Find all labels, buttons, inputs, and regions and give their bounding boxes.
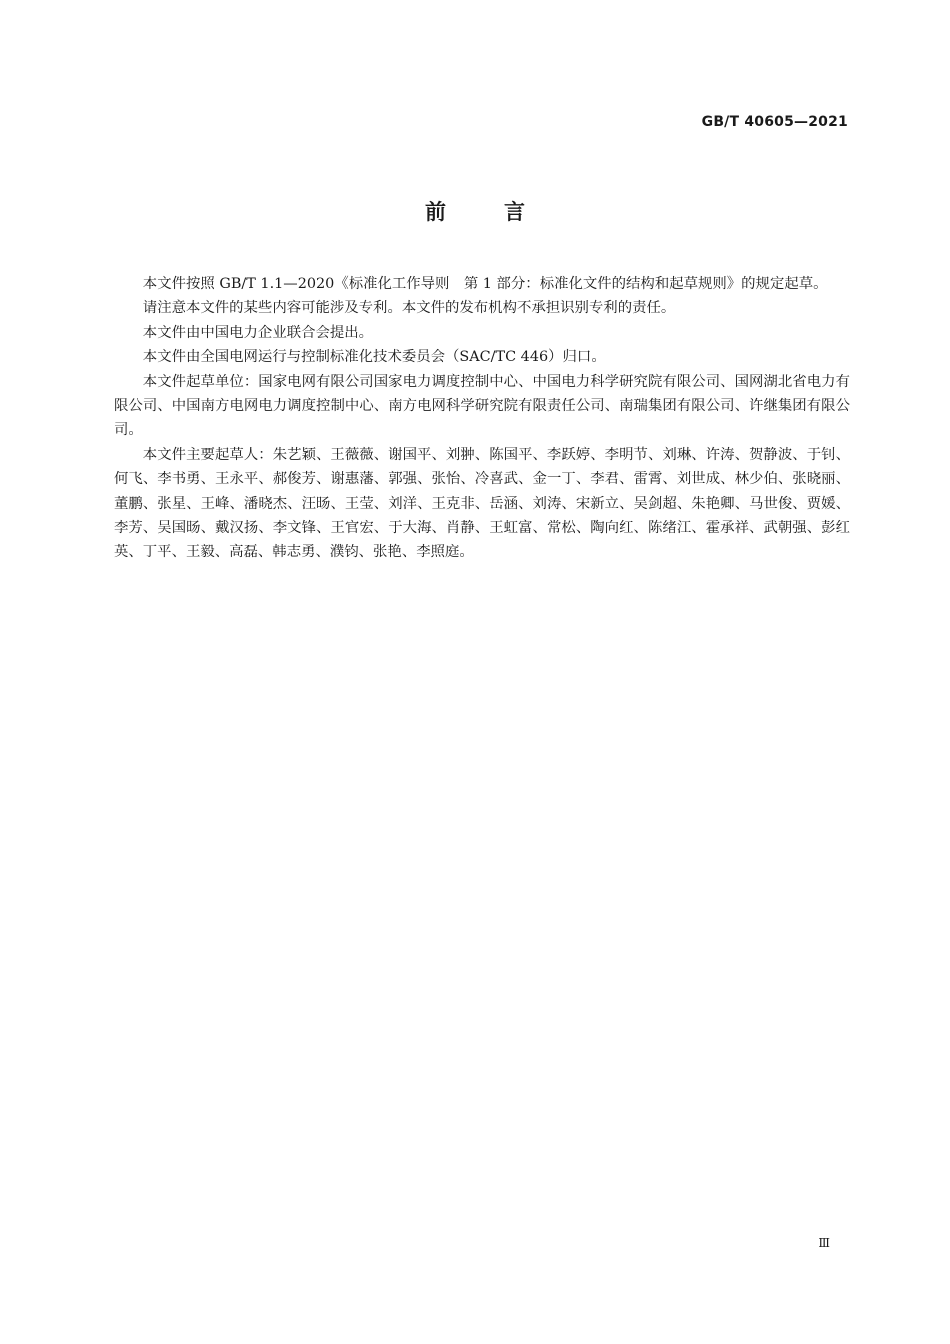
paragraph-technical-committee: 本文件由全国电网运行与控制标准化技术委员会（SAC/TC 446）归口。 xyxy=(142,349,606,366)
page-number: Ⅲ xyxy=(818,1236,830,1250)
paragraph-proposer: 本文件由中国电力企业联合会提出。 xyxy=(142,324,374,341)
paragraph-drafting-rules: 本文件按照 GB/T 1.1—2020《标准化工作导则 第 1 部分：标准化文件的结构和起草规则》的规定起草。 xyxy=(142,276,828,292)
paragraph-drafters: 本文件主要起草人：朱艺颖、王薇薇、谢国平、刘翀、陈国平、李跃婷、李明节、刘琳、许涛、贺静波、于钊、何飞、李书勇、王永平、郝俊芳、谢惠藩、郭强、张怡、冷喜武、金一丁、李君、雷霄、刘世成、林少伯、张晓丽、董鹏、张星、王峰、潘晓杰、汪旸、王莹、刘洋、王克非、岳涵、刘涛、宋新立、吴剑超、朱艳卿、马世俊、贾媛、李芳、吴国旸、戴汉扬、李文锋、王官宏、于大海、肖静、王虹富、常松、陶向红、陈绪江、霍承祥、武朝强、彭红英、丁平、王毅、高磊、韩志勇、濮钧、张艳、李照庭。 xyxy=(114,446,850,561)
foreword-body xyxy=(114,272,850,565)
paragraph-patent-notice: 请注意本文件的某些内容可能涉及专利。本文件的发布机构不承担识别专利的责任。 xyxy=(142,300,676,317)
standard-number: GB/T 40605—2021 xyxy=(701,114,848,130)
paragraph-drafting-organizations: 本文件起草单位：国家电网有限公司国家电力调度控制中心、中国电力科学研究院有限公司、国网湖北省电力有限公司、中国南方电网电力调度控制中心、南方电网科学研究院有限责任公司、南瑞集团有限公司、许继集团有限公司。 xyxy=(114,373,850,439)
page-title: 前言 xyxy=(425,200,583,224)
